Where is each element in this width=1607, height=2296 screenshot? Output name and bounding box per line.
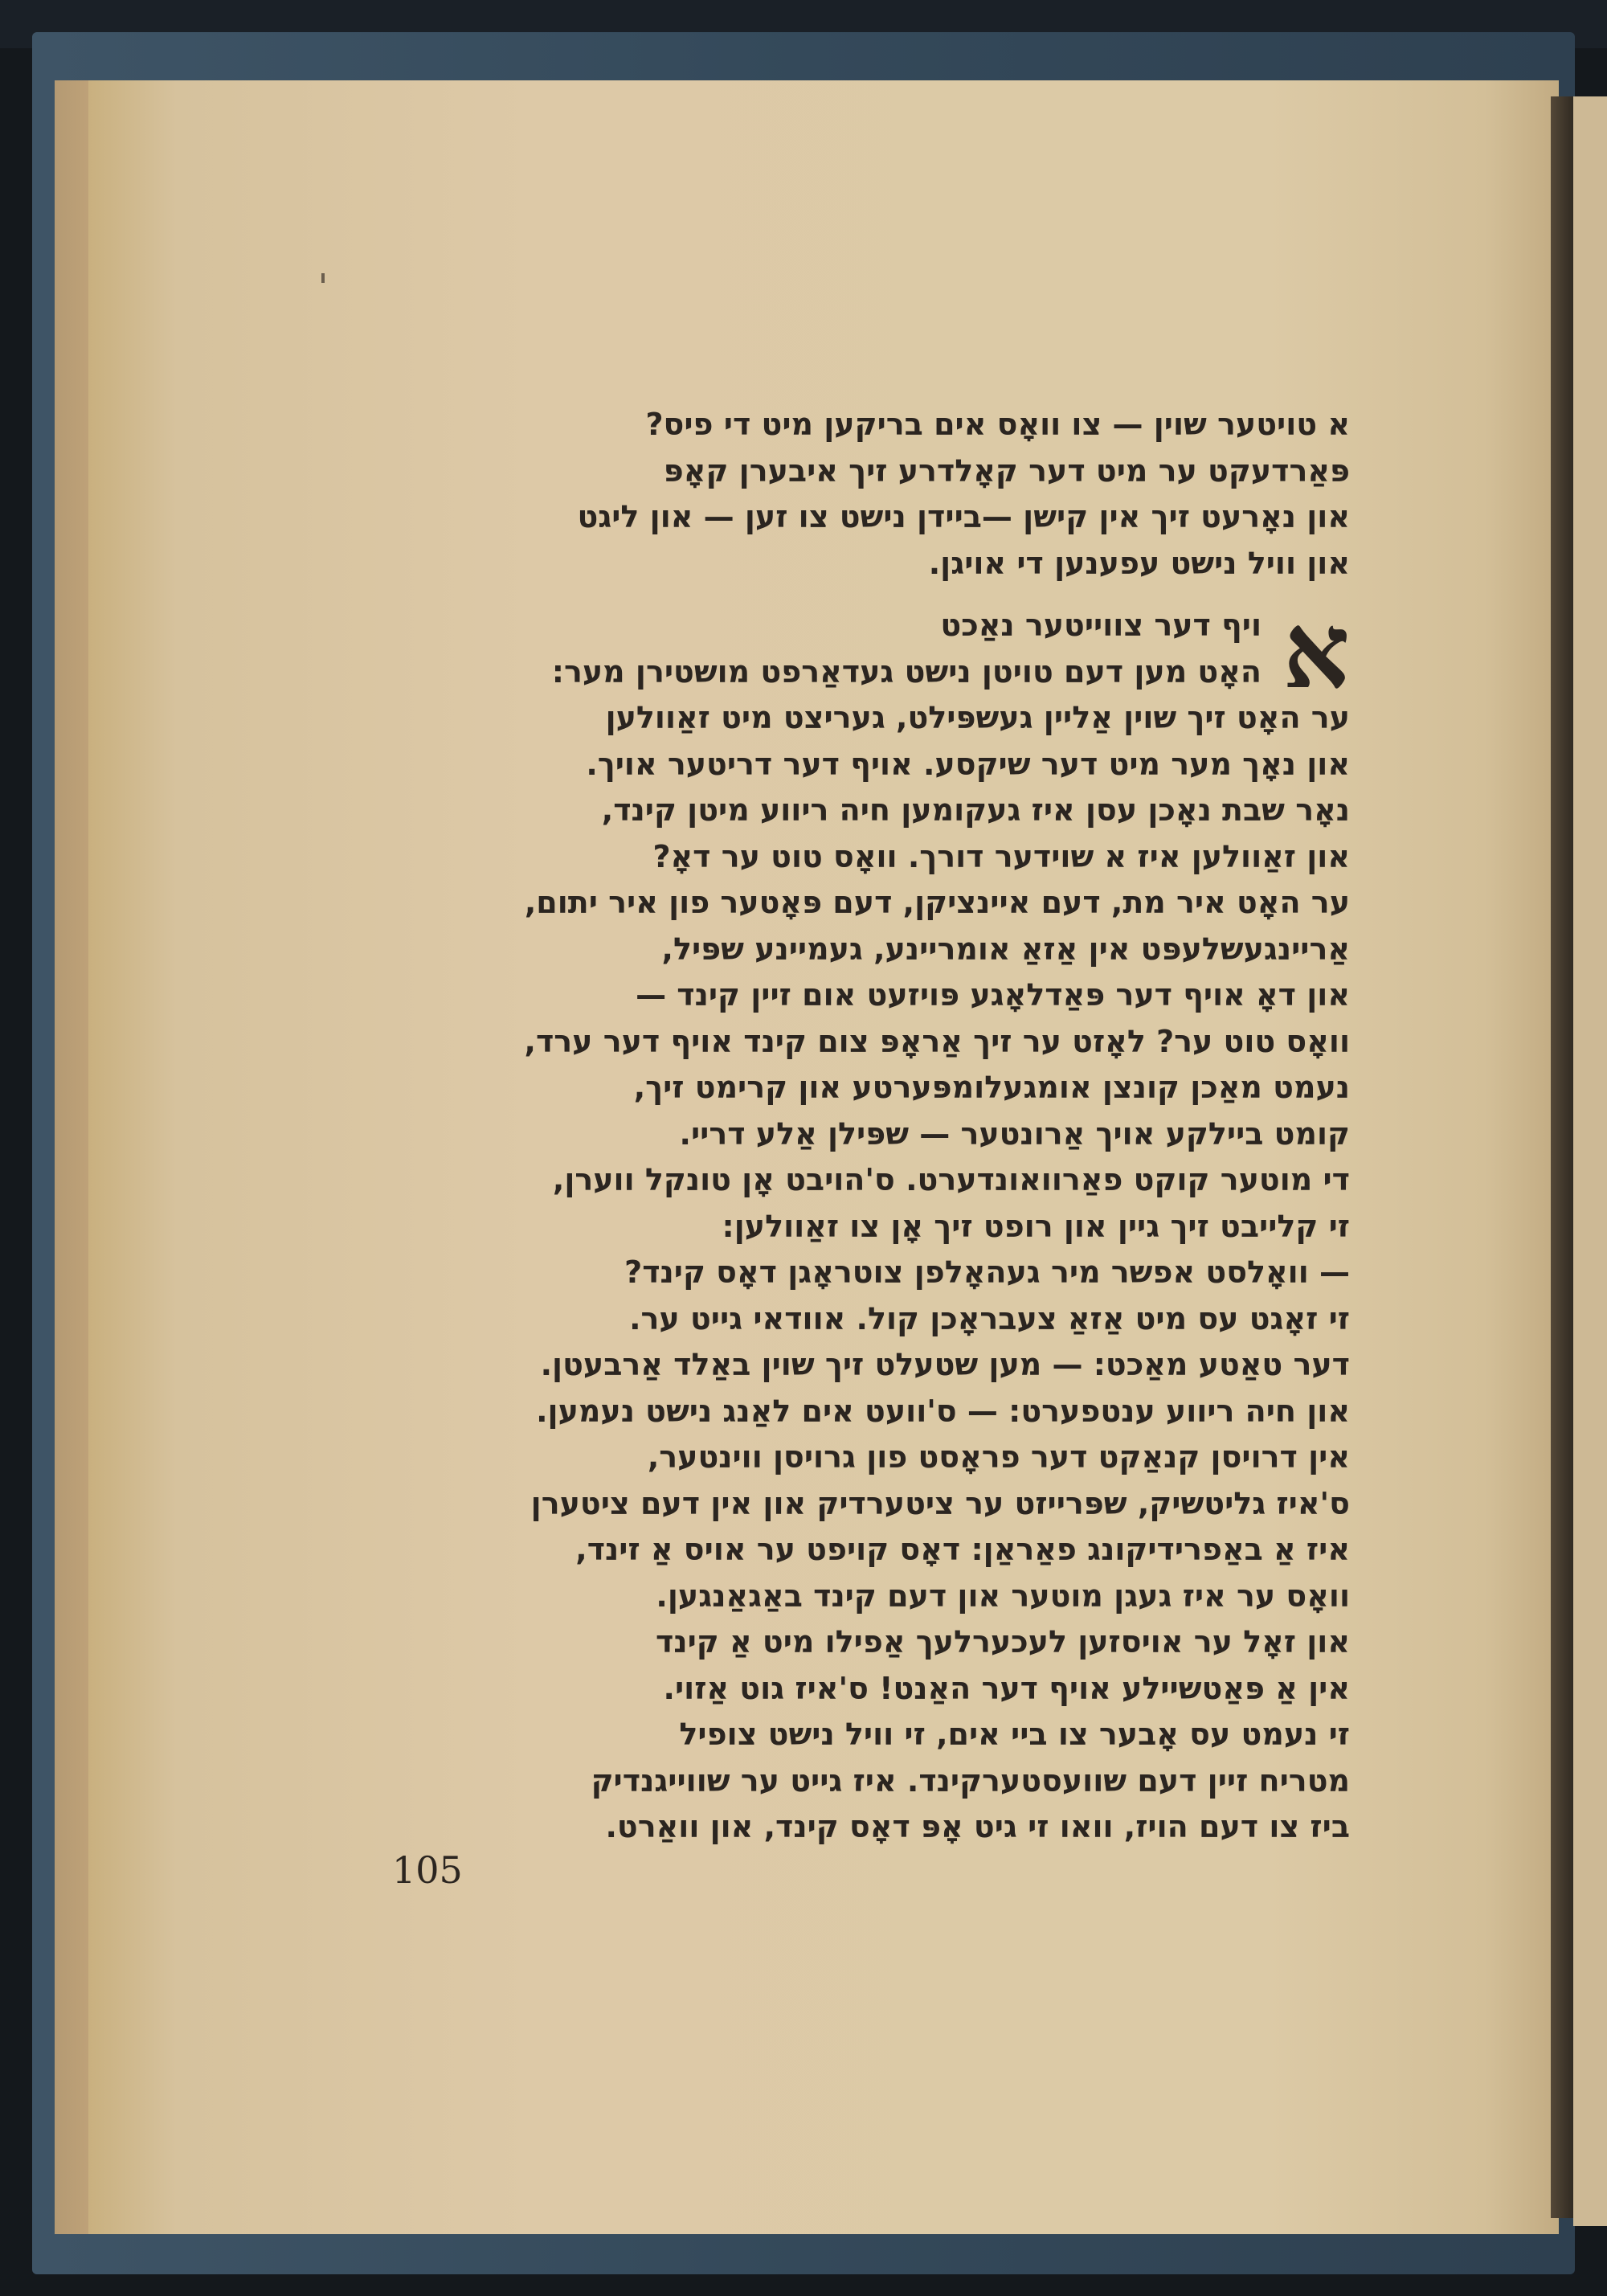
text-line: נעמט מאַכן קונצן אומגעלומפּערטע און קרימט זיך, bbox=[633, 1070, 1350, 1105]
text-line: דער טאַטע מאַכט: — מען שטעלט זיך שוין באַלד אַרבעטן. bbox=[540, 1347, 1350, 1382]
text-line: די מוטער קוקט פאַרוואונדערט. ס'הויבט אָן טונקל ווערן, bbox=[552, 1162, 1350, 1197]
text-line: זי נעמט עס אָבער צו ביי אים, זי וויל נישט צופיל bbox=[679, 1717, 1350, 1752]
text-line: און וויל נישט עפענען די אויגן. bbox=[928, 545, 1350, 581]
text-line: האָט מען דעם טויטן נישט געדאַרפט מושטירן מער: bbox=[551, 653, 1261, 690]
text-line: א טויטער שוין — צו וואָס אים בריקען מיט די פיס? bbox=[645, 407, 1350, 442]
text-line: און חיה ריווע ענטפערט: — ס'וועט אים לאַנג נישט נעמען. bbox=[536, 1393, 1350, 1429]
text-line: אין דרויסן קנאַקט דער פראָסט פון גרויסן ווינטער, bbox=[647, 1439, 1350, 1475]
text-line: און נאָך מער מיט דער שיקסע. אויף דער דריטער אויך. bbox=[586, 746, 1350, 782]
text-line: איז אַ באַפרידיקונג פאַראַן: דאָס קויפט ער אויס אַ זינד, bbox=[575, 1532, 1350, 1567]
poem-text bbox=[346, 402, 1350, 1851]
drop-cap: א bbox=[1282, 589, 1350, 712]
text-line: און נאָרעט זיך אין קישן —ביידן נישט צו זען — און ליגט bbox=[577, 499, 1350, 534]
next-page-edge bbox=[1573, 96, 1607, 2226]
text-line: זי זאָגט עס מיט אַזאַ צעבראָכן קול. אוודאי גייט ער. bbox=[629, 1300, 1350, 1336]
text-line: און זאָל ער אויסזען לעכערלעך אַפילו מיט אַ קינד bbox=[656, 1624, 1350, 1660]
text-line: ס'איז גליטשיק, שפּרייזט ער ציטערדיק און אין דעם ציטערן bbox=[530, 1485, 1350, 1521]
text-line: וואָס ער איז געגן מוטער און דעם קינד באַגאַנגען. bbox=[656, 1578, 1350, 1614]
text-line: זי קלייבט זיך גיין און רופט זיך אָן צו זאַוולען: bbox=[722, 1208, 1350, 1244]
text-line: מטריח זיין דעם שוועסטערקינד. איז גייט ער שווייגנדיק bbox=[591, 1762, 1350, 1799]
stanza-break bbox=[346, 587, 1350, 603]
text-line: — וואָלסט אפשר מיר געהאָלפן צוטראָגן דאָס קינד? bbox=[624, 1254, 1350, 1290]
paper-speck bbox=[321, 273, 325, 283]
text-line: אַריינגעשלעפּט אין אַזאַ אומריינע, געמיינע שפּיל, bbox=[661, 931, 1350, 967]
text-line: ער האָט זיך שוין אַליין געשפּילט, געריצט מיט זאַוולען bbox=[605, 700, 1350, 735]
text-line: און דאָ אויף דער פּאַדלאָגע פּויזעט אום זיין קינד — bbox=[636, 977, 1350, 1013]
page-edge bbox=[1551, 96, 1575, 2218]
text-line: נאָר שבת נאָכן עסן איז געקומען חיה ריווע מיטן קינד, bbox=[601, 792, 1350, 828]
page-number: 105 bbox=[392, 1848, 463, 1892]
text-line: און זאַוולען איז א שוידער דורך. וואָס טוט ער דאָ? bbox=[652, 838, 1350, 874]
text-line: אין אַ פּאַטשיילע אויף דער האַנט! ס'איז גוט אַזוי. bbox=[663, 1670, 1350, 1706]
text-line: ויף דער צווייטער נאַכט bbox=[940, 608, 1261, 643]
text-line: ער האָט איר מת, דעם איינציקן, דעם פּאָטער פון איר יתום, bbox=[524, 885, 1350, 920]
text-line: וואָס טוט ער? לאָזט ער זיך אַראָפּ צום קינד אויף דער ערד, bbox=[524, 1023, 1350, 1059]
text-line: קומט ביילקע אויך אַרונטער — שפּילן אַלע דריי. bbox=[679, 1115, 1350, 1152]
text-line: פּאַרדעקט ער מיט דער קאָלדרע זיך איבערן קאָפּ bbox=[663, 452, 1350, 489]
text-line: ביז צו דעם הויז, וואו זי גיט אָפּ דאָס קינד, און וואַרט. bbox=[605, 1809, 1350, 1844]
